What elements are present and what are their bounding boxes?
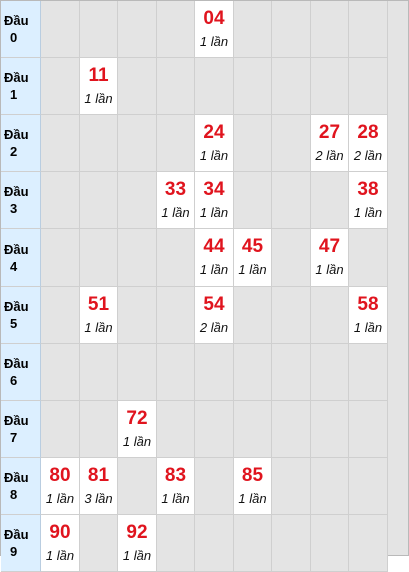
number-count: 1 lần bbox=[45, 548, 75, 563]
empty-cell bbox=[311, 515, 349, 572]
number-value: 81 bbox=[87, 465, 110, 486]
empty-cell bbox=[118, 172, 157, 229]
head-digit: 1 bbox=[10, 87, 18, 102]
number-count: 1 lần bbox=[122, 434, 152, 449]
empty-cell bbox=[234, 287, 272, 344]
head-word: Đầu bbox=[4, 184, 29, 199]
row-head-label bbox=[1, 526, 40, 560]
empty-cell bbox=[157, 401, 195, 458]
number-value: 80 bbox=[49, 465, 71, 486]
empty-cell bbox=[311, 458, 349, 515]
number-value: 11 bbox=[88, 65, 109, 86]
empty-cell bbox=[272, 515, 311, 572]
empty-cell bbox=[272, 458, 311, 515]
number-count: 1 lần bbox=[353, 320, 383, 335]
number-cell bbox=[349, 115, 388, 172]
empty-cell bbox=[349, 458, 388, 515]
number-cell bbox=[234, 458, 272, 515]
empty-cell bbox=[195, 401, 234, 458]
empty-cell bbox=[80, 515, 118, 572]
head-digit: 8 bbox=[10, 487, 18, 502]
empty-cell bbox=[349, 58, 388, 115]
empty-cell bbox=[118, 229, 157, 287]
row-head-3 bbox=[1, 172, 41, 229]
empty-cell bbox=[272, 229, 311, 287]
number-count: 1 lần bbox=[161, 491, 190, 506]
head-word: Đầu bbox=[4, 527, 29, 542]
head-word: Đầu bbox=[4, 127, 29, 142]
number-cell bbox=[195, 287, 234, 344]
number-value: 44 bbox=[203, 236, 225, 257]
empty-cell bbox=[80, 115, 118, 172]
number-value: 85 bbox=[241, 465, 264, 486]
empty-cell bbox=[272, 344, 311, 401]
head-digit: 7 bbox=[10, 430, 18, 445]
head-digit: 5 bbox=[10, 316, 18, 331]
empty-cell bbox=[234, 1, 272, 58]
number-count: 1 lần bbox=[199, 148, 229, 163]
row-head-2 bbox=[1, 115, 41, 172]
empty-cell bbox=[195, 58, 234, 115]
number-value: 28 bbox=[357, 122, 379, 143]
number-value: 54 bbox=[203, 294, 225, 315]
head-digit: 3 bbox=[10, 201, 18, 216]
empty-cell bbox=[234, 344, 272, 401]
head-digit: 0 bbox=[10, 30, 18, 45]
row-head-8 bbox=[1, 458, 41, 515]
head-digit: 2 bbox=[10, 144, 18, 159]
empty-cell bbox=[272, 287, 311, 344]
empty-cell bbox=[272, 172, 311, 229]
number-value: 04 bbox=[203, 8, 225, 29]
empty-cell bbox=[272, 58, 311, 115]
empty-cell bbox=[234, 58, 272, 115]
empty-cell bbox=[157, 1, 195, 58]
empty-cell bbox=[311, 401, 349, 458]
empty-cell bbox=[118, 287, 157, 344]
row-head-6 bbox=[1, 344, 41, 401]
empty-cell bbox=[349, 229, 388, 287]
head-word: Đầu bbox=[4, 356, 29, 371]
number-count: 1 lần bbox=[84, 320, 113, 335]
head-word: Đầu bbox=[4, 470, 29, 485]
empty-cell bbox=[118, 1, 157, 58]
number-count: 1 lần bbox=[161, 205, 190, 220]
row-head-9 bbox=[1, 515, 41, 572]
empty-cell bbox=[157, 515, 195, 572]
empty-cell bbox=[157, 344, 195, 401]
number-cell bbox=[157, 172, 195, 229]
number-count: 2 lần bbox=[353, 148, 383, 163]
head-word: Đầu bbox=[4, 70, 29, 85]
number-cell bbox=[349, 287, 388, 344]
row-head-label bbox=[1, 412, 40, 446]
row-head-0 bbox=[1, 1, 41, 58]
row-head-label bbox=[1, 355, 40, 389]
row-head-label bbox=[1, 126, 40, 160]
empty-cell bbox=[118, 58, 157, 115]
empty-cell bbox=[311, 287, 349, 344]
number-cell bbox=[80, 287, 118, 344]
head-word: Đầu bbox=[4, 299, 29, 314]
empty-cell bbox=[41, 172, 80, 229]
head-digit: 6 bbox=[10, 373, 18, 388]
number-cell bbox=[234, 229, 272, 287]
number-value: 51 bbox=[87, 294, 110, 315]
number-cell bbox=[118, 515, 157, 572]
number-value: 27 bbox=[318, 122, 341, 143]
number-cell bbox=[311, 115, 349, 172]
number-value: 38 bbox=[357, 179, 379, 200]
number-value: 92 bbox=[126, 522, 148, 543]
empty-cell bbox=[195, 458, 234, 515]
head-word: Đầu bbox=[4, 13, 29, 28]
number-value: 33 bbox=[164, 179, 187, 200]
empty-cell bbox=[157, 229, 195, 287]
number-count: 1 lần bbox=[238, 262, 267, 277]
number-count: 1 lần bbox=[353, 205, 383, 220]
empty-cell bbox=[272, 115, 311, 172]
empty-cell bbox=[80, 344, 118, 401]
number-count: 2 lần bbox=[315, 148, 344, 163]
row-head-label bbox=[1, 12, 40, 46]
empty-cell bbox=[349, 1, 388, 58]
row-head-label bbox=[1, 241, 40, 275]
empty-cell bbox=[195, 344, 234, 401]
number-value: 72 bbox=[126, 408, 148, 429]
empty-cell bbox=[41, 1, 80, 58]
empty-cell bbox=[311, 58, 349, 115]
number-value: 34 bbox=[203, 179, 225, 200]
empty-cell bbox=[311, 1, 349, 58]
number-value: 45 bbox=[241, 236, 264, 257]
empty-cell bbox=[41, 344, 80, 401]
empty-cell bbox=[80, 1, 118, 58]
empty-cell bbox=[234, 515, 272, 572]
empty-cell bbox=[234, 115, 272, 172]
number-count: 1 lần bbox=[84, 91, 113, 106]
empty-cell bbox=[349, 515, 388, 572]
number-value: 47 bbox=[318, 236, 341, 257]
number-count: 1 lần bbox=[199, 262, 229, 277]
empty-cell bbox=[272, 401, 311, 458]
empty-cell bbox=[349, 401, 388, 458]
row-head-1 bbox=[1, 58, 41, 115]
empty-cell bbox=[80, 229, 118, 287]
number-count: 1 lần bbox=[122, 548, 152, 563]
number-count: 1 lần bbox=[315, 262, 344, 277]
empty-cell bbox=[80, 401, 118, 458]
empty-cell bbox=[272, 1, 311, 58]
row-head-7 bbox=[1, 401, 41, 458]
empty-cell bbox=[118, 344, 157, 401]
row-head-label bbox=[1, 469, 40, 503]
number-cell bbox=[311, 229, 349, 287]
empty-cell bbox=[157, 58, 195, 115]
empty-cell bbox=[234, 172, 272, 229]
empty-cell bbox=[118, 115, 157, 172]
head-digit: 9 bbox=[10, 544, 18, 559]
head-word: Đầu bbox=[4, 413, 29, 428]
row-head-label bbox=[1, 183, 40, 217]
number-cell bbox=[80, 458, 118, 515]
number-cell bbox=[118, 401, 157, 458]
number-cell bbox=[157, 458, 195, 515]
number-cell bbox=[195, 172, 234, 229]
empty-cell bbox=[118, 458, 157, 515]
empty-cell bbox=[41, 115, 80, 172]
row-head-label bbox=[1, 69, 40, 103]
empty-cell bbox=[311, 344, 349, 401]
empty-cell bbox=[195, 515, 234, 572]
number-count: 3 lần bbox=[84, 491, 113, 506]
number-value: 83 bbox=[164, 465, 187, 486]
empty-cell bbox=[157, 287, 195, 344]
number-cell bbox=[195, 229, 234, 287]
number-cell bbox=[41, 515, 80, 572]
row-head-label bbox=[1, 298, 40, 332]
number-cell bbox=[349, 172, 388, 229]
empty-cell bbox=[41, 229, 80, 287]
number-count: 1 lần bbox=[199, 34, 229, 49]
number-count: 2 lần bbox=[199, 320, 229, 335]
number-value: 24 bbox=[203, 122, 225, 143]
number-cell bbox=[195, 115, 234, 172]
row-head-5 bbox=[1, 287, 41, 344]
head-word: Đầu bbox=[4, 241, 29, 257]
empty-cell bbox=[311, 172, 349, 229]
number-cell bbox=[195, 1, 234, 58]
number-count: 1 lần bbox=[45, 491, 75, 506]
number-cell bbox=[80, 58, 118, 115]
empty-cell bbox=[80, 172, 118, 229]
head-digit: 4 bbox=[10, 258, 18, 274]
number-value: 58 bbox=[357, 294, 379, 315]
empty-cell bbox=[157, 115, 195, 172]
number-value: 90 bbox=[49, 522, 71, 543]
empty-cell bbox=[41, 401, 80, 458]
number-cell bbox=[41, 458, 80, 515]
number-count: 1 lần bbox=[199, 205, 229, 220]
empty-cell bbox=[41, 287, 80, 344]
empty-cell bbox=[234, 401, 272, 458]
empty-cell bbox=[349, 344, 388, 401]
number-count: 1 lần bbox=[238, 491, 267, 506]
row-head-4 bbox=[1, 229, 41, 287]
empty-cell bbox=[41, 58, 80, 115]
